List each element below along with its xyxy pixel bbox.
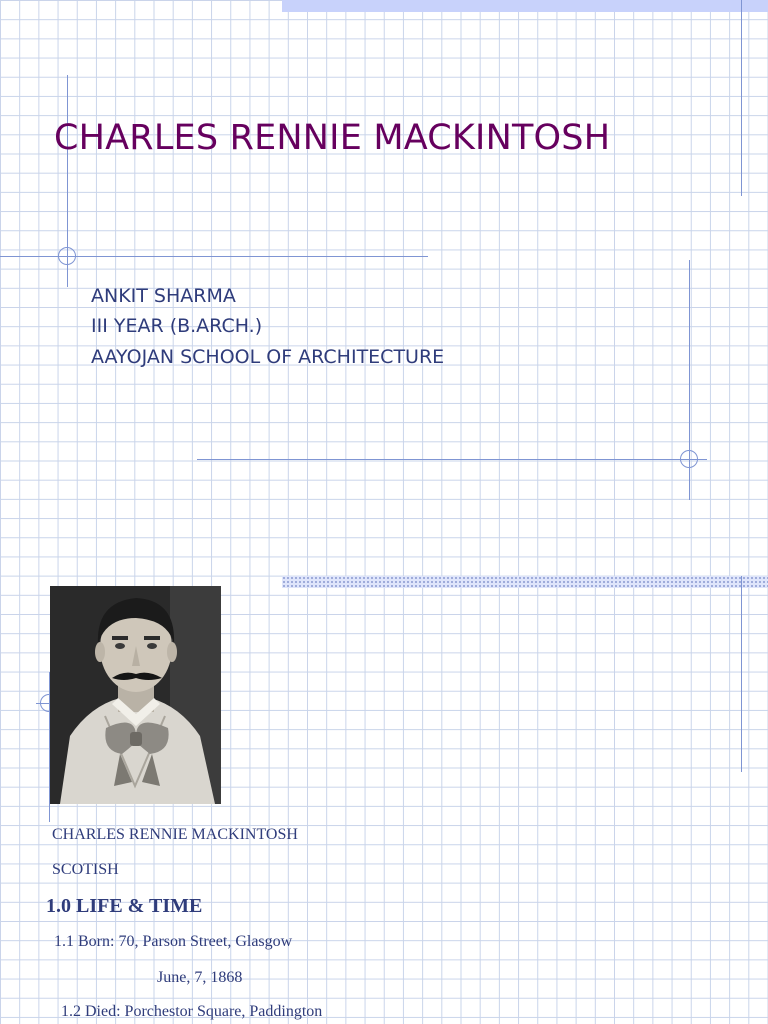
decor-circle-left: [58, 247, 76, 265]
decor-vertical-line-right-top: [741, 0, 742, 196]
author-name: ANKIT SHARMA: [91, 285, 236, 307]
subject-nationality: SCOTISH: [52, 861, 119, 878]
content-slide: [0, 576, 768, 1024]
section-heading: 1.0 LIFE & TIME: [46, 895, 203, 917]
decor-circle-right: [680, 450, 698, 468]
top-accent-band: [282, 0, 768, 12]
subject-name: CHARLES RENNIE MACKINTOSH: [52, 826, 298, 843]
slide-title: CHARLES RENNIE MACKINTOSH: [54, 118, 611, 158]
portrait-illustration: [50, 586, 221, 804]
author-year: III YEAR (B.ARCH.): [91, 315, 263, 337]
top-dotted-band: [282, 576, 768, 588]
born-line: 1.1 Born: 70, Parson Street, Glasgow: [54, 933, 293, 950]
decor-vertical-line-right-top: [741, 576, 742, 772]
decor-horizontal-line-bottom: [197, 459, 707, 460]
portrait-photo: [50, 586, 221, 804]
author-school: AAYOJAN SCHOOL OF ARCHITECTURE: [91, 346, 445, 368]
born-date: June, 7, 1868: [157, 969, 243, 986]
died-line: 1.2 Died: Porchestor Square, Paddington: [61, 1003, 323, 1020]
